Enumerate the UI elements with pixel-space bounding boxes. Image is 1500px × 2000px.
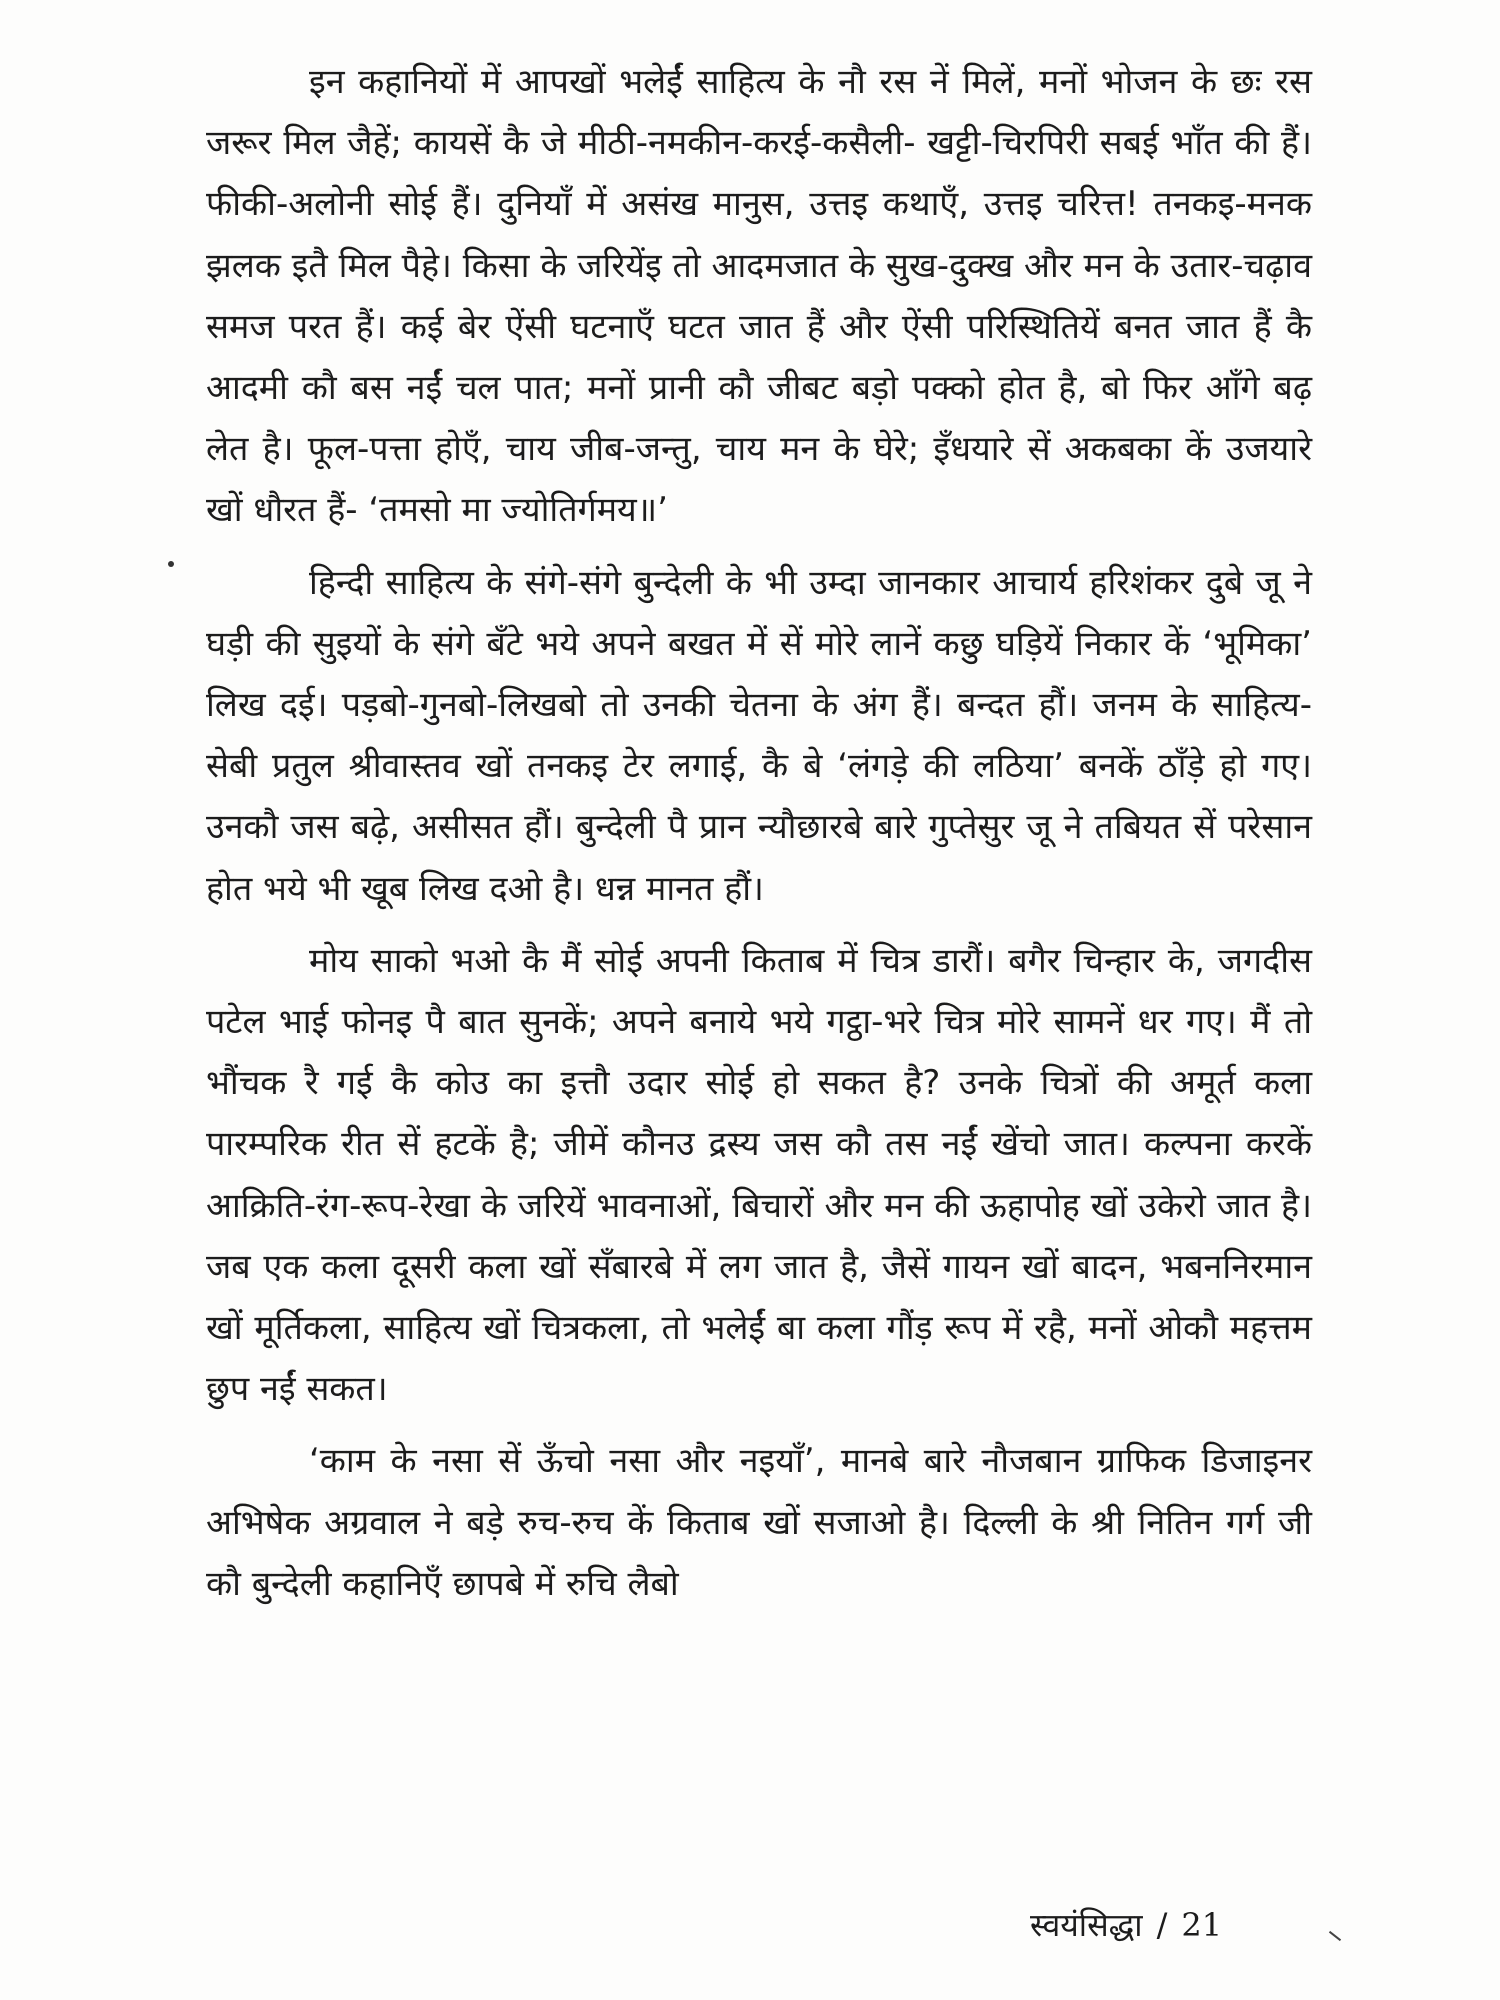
- paragraph-4: ‘काम के नसा सें ऊँचो नसा और नइयाँ’, मानबे बारे नौजबान ग्राफिक डिजाइनर अभिषेक अग्रवाल ने बड़े रुच-रुच कें किताब खों सजाओ है। दिल्ली के श्री नितिन गर्ग जी कौ बुन्देली कहानिएँ छापबे में रुचि लैबो: [206, 1441, 1312, 1604]
- page-footer: [1030, 1903, 1330, 1963]
- body-text: [206, 52, 1312, 1626]
- footer-book-title: स्वयंसिद्धा: [1030, 1906, 1143, 1944]
- margin-tick-mark: [1329, 1931, 1341, 1941]
- page-number: 21: [1181, 1906, 1223, 1944]
- footer-separator: /: [1156, 1906, 1168, 1944]
- paragraph-3: मोय साको भओ कै मैं सोई अपनी किताब में चित्र डारौं। बगैर चिन्हार के, जगदीस पटेल भाई फोनइ पै बात सुनकें; अपने बनाये भये गट्ठा-भरे चित्र मोरे सामनें धर गए। मैं तो भौंचक रै गई कै कोउ का इत्तौ उदार सोई हो सकत है? उनके चित्रों की अमूर्त कला पारम्परिक रीत सें हटकें है; जीमें कौनउ द्रस्य जस कौ तस नईं खेंचो जात। कल्पना करकें आक्रिति-रंग-रूप-रेखा के जरियें भावनाओं, बिचारों और मन की ऊहापोह खों उकेरो जात है। जब एक कला दूसरी कला खों सँबारबे में लग जात है, जैसें गायन खों बादन, भबननिरमान खों मूर्तिकला, साहित्य खों चित्रकला, तो भलेईं बा कला गौंड़ रूप में रहै, मनों ओकौ महत्तम छुप नईं सकत।: [206, 940, 1312, 1410]
- paragraph-1: इन कहानियों में आपखों भलेईं साहित्य के नौ रस नें मिलें, मनों भोजन के छः रस जरूर मिल जैहें; कायसें कै जे मीठी-नमकीन-करई-कसैली- खट्टी-चिरपिरी सबई भाँत की हैं। फीकी-अलोनी सोई हैं। दुनियाँ में असंख मानुस, उत्तइ कथाएँ, उत्तइ चरित्त! तनकइ-मनक झलक इतै मिल पैहे। किसा के जरियेंइ तो आदमजात के सुख-दुक्ख और मन के उतार-चढ़ाव समज परत हैं। कई बेर ऐंसी घटनाएँ घटत जात हैं और ऐंसी परिस्थितियें बनत जात हैं कै आदमी कौ बस नईं चल पात; मनों प्रानी कौ जीबट बड़ो पक्को होत है, बो फिर आँगे बढ़ लेत है। फूल-पत्ता होएँ, चाय जीब-जन्तु, चाय मन के घेरे; इँधयारे सें अकबका कें उजयारे खों धौरत हैं- ‘तमसो मा ज्योतिर्गमय॥’: [206, 62, 1312, 531]
- paragraph-2: हिन्दी साहित्य के संगे-संगे बुन्देली के भी उम्दा जानकार आचार्य हरिशंकर दुबे जू ने घड़ी की सुइयों के संगे बँटे भये अपने बखत में सें मोरे लानें कछु घड़ियें निकार कें ‘भूमिका’ लिख दई। पड़बो-गुनबो-लिखबो तो उनकी चेतना के अंग हैं। बन्दत हौं। जनम के साहित्य-सेबी प्रतुल श्रीवास्तव खों तनकइ टेर लगाई, कै बे ‘लंगड़े की लठिया’ बनकें ठाँड़े हो गए। उनकौ जस बढ़े, असीसत हौं। बुन्देली पै प्रान न्यौछारबे बारे गुप्तेसुर जू ने तबियत सें परेसान होत भये भी खूब लिख दओ है। धन्न मानत हौं।: [206, 562, 1312, 909]
- margin-dot-mark: [168, 561, 174, 567]
